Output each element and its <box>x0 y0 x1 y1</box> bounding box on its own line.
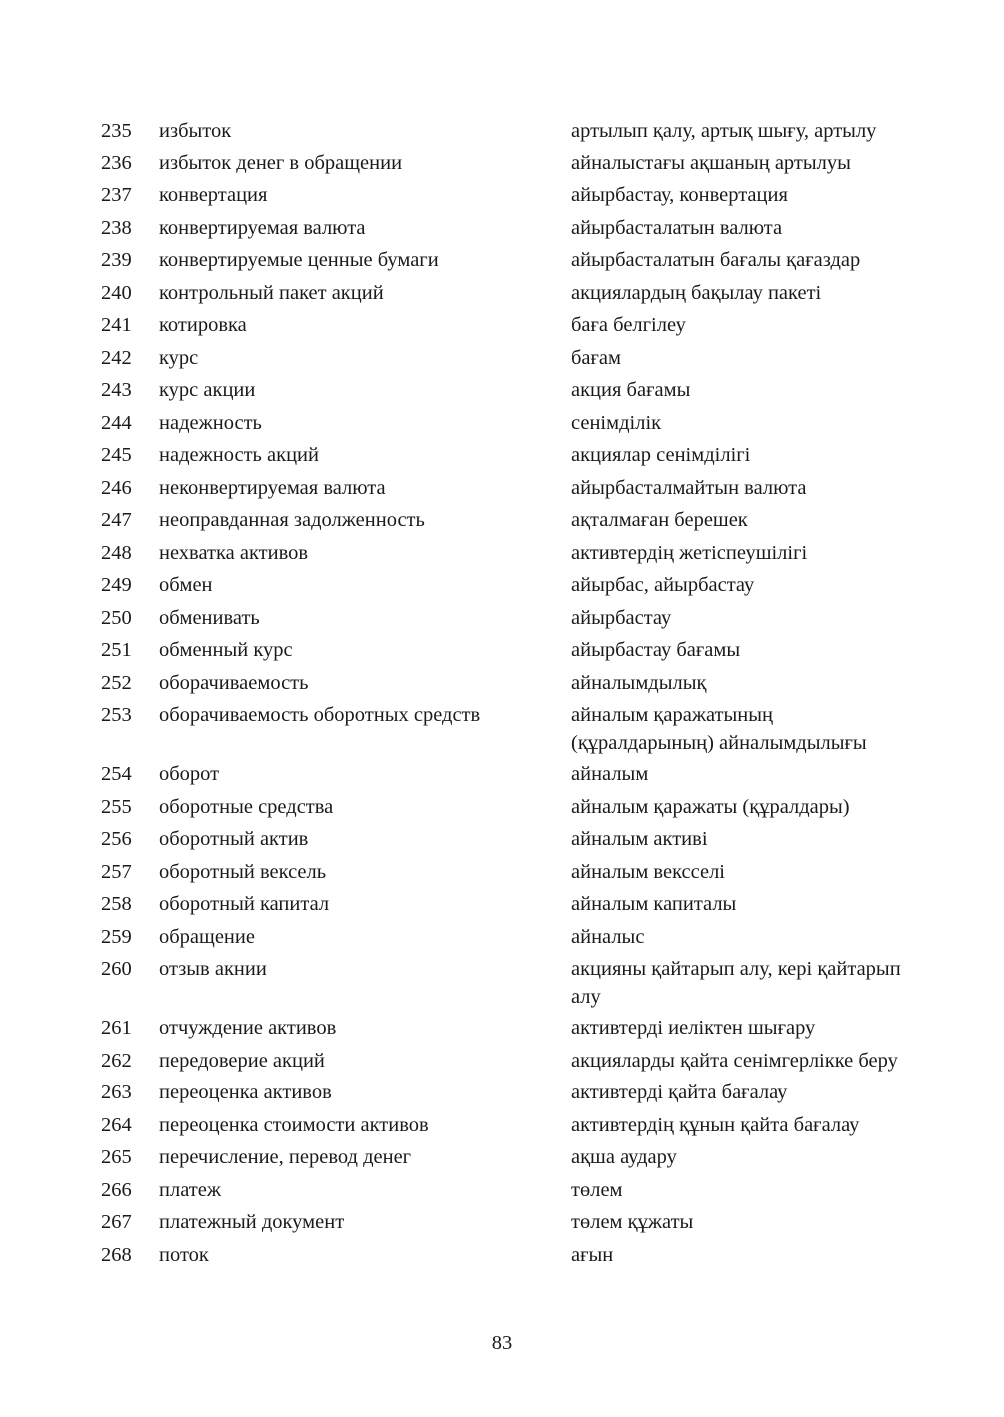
entry-term-kazakh: акцияларды қайта сенімгерлікке беру <box>571 1049 898 1072</box>
entry-term-russian: оборачиваемость <box>159 671 309 694</box>
entry-number: 260 <box>101 958 132 980</box>
entry-number: 254 <box>101 763 132 785</box>
glossary-entry <box>0 859 1004 892</box>
glossary-entry <box>0 1209 1004 1242</box>
entry-term-kazakh: айналым қаражатының (құралдарының) айналымдылығы <box>571 704 867 754</box>
entry-term-kazakh: акция бағамы <box>571 379 691 401</box>
entry-term-russian: оборотные средства <box>159 795 334 818</box>
entry-number: 241 <box>101 314 132 336</box>
entry-term-russian: оборачиваемость оборотных средств <box>159 704 481 726</box>
glossary-entry <box>0 442 1004 475</box>
entry-term-kazakh: төлем <box>571 1178 623 1201</box>
glossary-entry <box>0 1177 1004 1210</box>
entry-term-russian: обращение <box>159 925 255 948</box>
entry-number: 247 <box>101 509 132 531</box>
entry-number: 255 <box>101 795 132 818</box>
entry-term-kazakh: айналым активі <box>571 828 708 850</box>
glossary-entry <box>0 1242 1004 1275</box>
entry-term-russian: конвертируемые ценные бумаги <box>159 249 439 271</box>
entry-number: 253 <box>101 704 132 726</box>
entry-term-russian: переоценка стоимости активов <box>159 1113 429 1136</box>
entry-number: 267 <box>101 1211 132 1233</box>
glossary-entry <box>0 891 1004 924</box>
glossary-entry <box>0 150 1004 183</box>
entry-number: 264 <box>101 1113 132 1136</box>
entry-term-russian: контрольный пакет акций <box>159 281 384 304</box>
glossary-entry <box>0 247 1004 280</box>
glossary-entry <box>0 410 1004 443</box>
glossary-entry <box>0 215 1004 248</box>
glossary-entry <box>0 572 1004 605</box>
entry-term-kazakh: ақша аудару <box>571 1146 677 1168</box>
glossary-entry <box>0 345 1004 378</box>
entry-term-kazakh: баға белгілеу <box>571 314 686 336</box>
entry-number: 236 <box>101 151 132 174</box>
entry-term-russian: обменный курс <box>159 639 293 661</box>
glossary-entry <box>0 670 1004 703</box>
glossary-entry <box>0 761 1004 794</box>
entry-term-kazakh: айналымдылық <box>571 671 707 694</box>
glossary-entry <box>0 507 1004 540</box>
glossary-entry <box>0 475 1004 508</box>
entry-term-kazakh: активтерді қайта бағалау <box>571 1081 788 1103</box>
entry-term-kazakh: артылып қалу, артық шығу, артылу <box>571 120 877 142</box>
entry-number: 248 <box>101 541 132 564</box>
entry-term-kazakh: бағам <box>571 346 622 369</box>
entry-number: 245 <box>101 444 132 466</box>
entry-term-russian: обмен <box>159 574 213 596</box>
entry-term-kazakh: айналыс <box>571 925 645 948</box>
glossary-entry <box>0 1079 1004 1112</box>
entry-term-russian: перечисление, перевод денег <box>159 1146 412 1168</box>
entry-term-kazakh: ақталмаған берешек <box>571 509 748 531</box>
entry-term-russian: поток <box>159 1243 209 1266</box>
entry-term-kazakh: акциялардың бақылау пакеті <box>571 281 822 304</box>
entry-term-kazakh: айналым вексселі <box>571 860 726 883</box>
glossary-list <box>0 118 1004 1274</box>
glossary-entry <box>0 956 1004 1015</box>
glossary-entry <box>0 1015 1004 1048</box>
entry-term-kazakh: айырбасталатын валюта <box>571 216 783 239</box>
entry-term-russian: курс акции <box>159 379 256 401</box>
entry-term-russian: надежность акций <box>159 444 319 466</box>
entry-number: 240 <box>101 281 132 304</box>
glossary-entry <box>0 280 1004 313</box>
entry-term-kazakh: айырбас, айырбастау <box>571 574 755 596</box>
entry-term-russian: конвертируемая валюта <box>159 216 366 239</box>
glossary-entry <box>0 182 1004 215</box>
entry-term-kazakh: акциялар сенімділігі <box>571 444 751 466</box>
entry-term-kazakh: айырбастау, конвертация <box>571 184 788 206</box>
glossary-entry <box>0 826 1004 859</box>
glossary-entry <box>0 377 1004 410</box>
entry-term-kazakh: айырбасталмайтын валюта <box>571 476 807 499</box>
entry-number: 239 <box>101 249 132 271</box>
entry-term-kazakh: акцияны қайтарып алу, кері қайтарып алу <box>571 958 901 1008</box>
entry-term-kazakh: активтерді иеліктен шығару <box>571 1017 816 1039</box>
entry-number: 262 <box>101 1049 132 1072</box>
glossary-entry <box>0 312 1004 345</box>
entry-term-russian: оборот <box>159 763 220 785</box>
glossary-entry <box>0 1112 1004 1145</box>
glossary-entry <box>0 1144 1004 1177</box>
entry-term-kazakh: айналыстағы ақшаның артылуы <box>571 151 851 174</box>
entry-term-russian: обменивать <box>159 606 260 629</box>
entry-term-kazakh: айналым қаражаты (құралдары) <box>571 795 850 818</box>
entry-number: 242 <box>101 346 132 369</box>
entry-number: 257 <box>101 860 132 883</box>
glossary-entry <box>0 702 1004 761</box>
entry-term-russian: котировка <box>159 314 247 336</box>
entry-number: 251 <box>101 639 132 661</box>
entry-number: 268 <box>101 1243 132 1266</box>
entry-number: 249 <box>101 574 132 596</box>
entry-number: 237 <box>101 184 132 206</box>
entry-term-russian: передоверие акций <box>159 1049 325 1072</box>
entry-term-kazakh: активтердің құнын қайта бағалау <box>571 1113 860 1136</box>
entry-term-kazakh: төлем құжаты <box>571 1211 694 1233</box>
entry-number: 263 <box>101 1081 132 1103</box>
glossary-entry <box>0 540 1004 573</box>
entry-term-russian: отчуждение активов <box>159 1017 337 1039</box>
entry-number: 259 <box>101 925 132 948</box>
entry-term-kazakh: ағын <box>571 1243 614 1266</box>
glossary-entry <box>0 1048 1004 1080</box>
entry-term-russian: переоценка активов <box>159 1081 332 1103</box>
entry-term-russian: надежность <box>159 411 262 434</box>
glossary-entry <box>0 118 1004 150</box>
entry-term-kazakh: айналым <box>571 763 649 785</box>
glossary-entry <box>0 794 1004 827</box>
entry-number: 244 <box>101 411 132 434</box>
entry-number: 252 <box>101 671 132 694</box>
entry-number: 235 <box>101 120 132 142</box>
entry-number: 265 <box>101 1146 132 1168</box>
entry-term-russian: неконвертируемая валюта <box>159 476 386 499</box>
glossary-entry <box>0 605 1004 638</box>
entry-term-russian: конвертация <box>159 184 268 206</box>
entry-number: 266 <box>101 1178 132 1201</box>
entry-number: 250 <box>101 606 132 629</box>
entry-term-russian: платежный документ <box>159 1211 345 1233</box>
entry-term-kazakh: айналым капиталы <box>571 893 737 915</box>
entry-number: 258 <box>101 893 132 915</box>
entry-term-russian: оборотный актив <box>159 828 309 850</box>
entry-number: 243 <box>101 379 132 401</box>
entry-number: 238 <box>101 216 132 239</box>
glossary-entry <box>0 637 1004 670</box>
entry-number: 246 <box>101 476 132 499</box>
page-number: 83 <box>491 1332 513 1354</box>
entry-term-kazakh: айырбасталатын бағалы қағаздар <box>571 249 861 271</box>
entry-term-russian: оборотный капитал <box>159 893 330 915</box>
entry-term-russian: избыток <box>159 120 232 142</box>
entry-term-russian: избыток денег в обращении <box>159 151 403 174</box>
entry-term-russian: платеж <box>159 1178 221 1201</box>
entry-term-russian: отзыв акнии <box>159 958 267 980</box>
entry-term-russian: курс <box>159 346 199 369</box>
entry-term-kazakh: айырбастау бағамы <box>571 639 741 661</box>
entry-term-russian: нехватка активов <box>159 541 309 564</box>
entry-term-russian: оборотный вексель <box>159 860 327 883</box>
entry-number: 256 <box>101 828 132 850</box>
entry-number: 261 <box>101 1017 132 1039</box>
entry-term-russian: неоправданная задолженность <box>159 509 425 531</box>
glossary-entry <box>0 924 1004 957</box>
entry-term-kazakh: активтердің жетіспеушілігі <box>571 541 808 564</box>
entry-term-kazakh: айырбастау <box>571 606 672 629</box>
entry-term-kazakh: сенімділік <box>571 411 662 434</box>
